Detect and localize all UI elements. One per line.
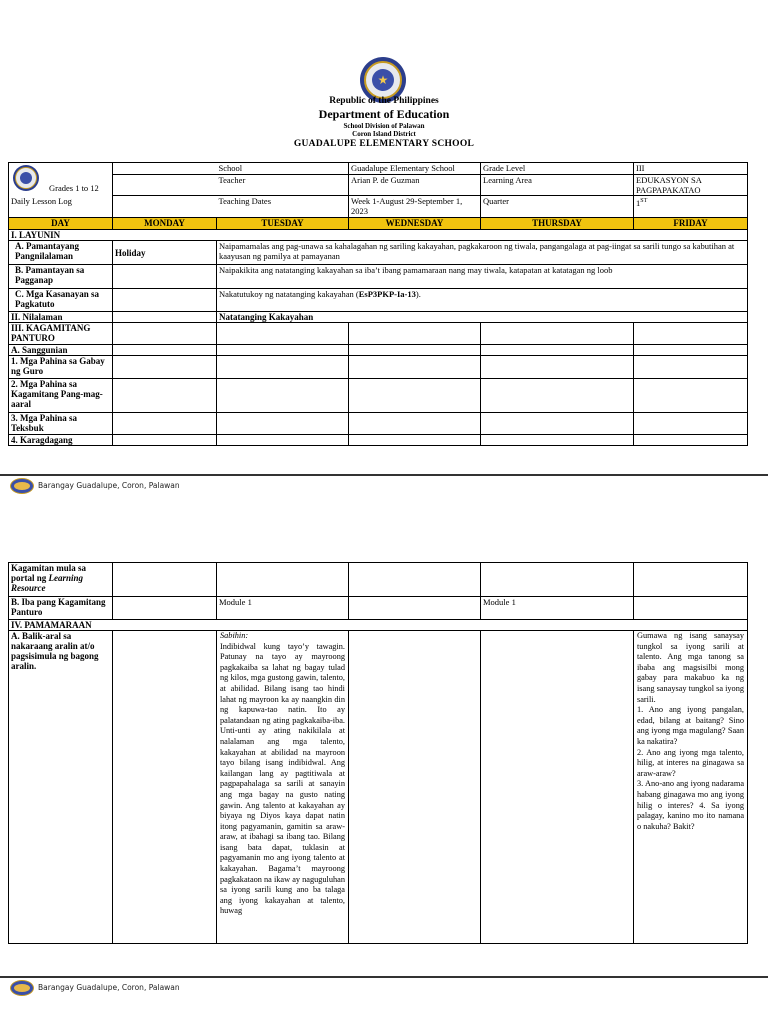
sanggunian-label: A. Sanggunian: [9, 345, 113, 356]
tuesday-header: TUESDAY: [217, 218, 349, 230]
grade-label: Grade Level: [481, 163, 634, 175]
thursday-header: THURSDAY: [481, 218, 634, 230]
friday-header: FRIDAY: [634, 218, 748, 230]
quarter-value: 1ST: [634, 196, 748, 218]
footer-divider-1: [0, 474, 768, 476]
pamantayan-sa-pagganap-label: B. Pamantayan sa Pagganap: [9, 265, 113, 289]
quarter-label: Quarter: [481, 196, 634, 218]
school-label: School: [217, 163, 349, 175]
header-republic: Republic of the Philippines: [329, 96, 439, 106]
friday-question-2: 2. Ano ang iyong mga talento, hilig, at interes na ginagawa sa araw-araw?: [637, 747, 744, 778]
teacher-value: Arian P. de Guzman: [349, 175, 481, 196]
tuesday-lesson-text: [217, 631, 349, 944]
kasanayan-label: C. Mga Kasanayan sa Pagkatuto: [9, 289, 113, 312]
friday-question-3: 3. Ano-ano ang iyong nadarama habang ginagawa mo ang iyong hilig o interes? 4. Sa iyong palagay, kanino mo ito namana o nakuha? Bakit?: [637, 779, 744, 831]
layunin-heading: I. LAYUNIN: [9, 230, 748, 241]
footer-seal-2: [10, 980, 34, 996]
footer-seal-1: [10, 478, 34, 494]
kasanayan-code: EsP3PKP-Ia-13: [358, 289, 416, 299]
module-thursday: Module 1: [481, 597, 634, 620]
module-tuesday: Module 1: [217, 597, 349, 620]
quarter-sup: ST: [640, 198, 648, 204]
iba-pang-kagamitan-label: B. Iba pang Kagamitang Panturo: [9, 597, 113, 620]
header-district: Coron Island District: [352, 130, 416, 138]
deped-seal: ★: [360, 57, 406, 103]
portal-label: Kagamitan mula sa portal ng Learning Resource: [9, 563, 113, 597]
day-header: DAY: [9, 218, 113, 230]
wednesday-header: WEDNESDAY: [349, 218, 481, 230]
area-value: EDUKASYON SA PAGPAPAKATAO: [634, 175, 748, 196]
grades-label: Grades 1 to 12: [49, 183, 99, 193]
kagamitang-panturo-label: III. KAGAMITANG PANTURO: [9, 323, 113, 345]
nilalaman-label: II. Nilalaman: [9, 312, 113, 323]
dll-table-page1: [8, 162, 748, 446]
kasanayan-text: Nakatutukoy ng natatanging kakayahan (EsP3PKP-Ia-13).: [217, 289, 748, 312]
deped-small-seal: [13, 165, 39, 191]
grade-value: III: [634, 163, 748, 175]
holiday-label: Holiday: [113, 241, 217, 265]
friday-intro: Gumawa ng isang sanaysay tungkol sa iyong sarili at talento. Ang mga tanong sa ibaba ang magsisilbi mong gabay para makabuo ka ng isang sanaysay tungkol sa iyong sarili.: [637, 631, 744, 704]
school-value: Guadalupe Elementary School: [349, 163, 481, 175]
pamamaraan-heading: IV. PAMAMARAAN: [9, 620, 748, 631]
dll-table-page2: [8, 562, 748, 944]
area-label: Learning Area: [481, 175, 634, 196]
monday-header: MONDAY: [113, 218, 217, 230]
nilalaman-value: Natatanging Kakayahan: [217, 312, 748, 323]
kagamitang-pang-mag-aaral-label: 2. Mga Pahina sa Kagamitang Pang-mag-aaral: [9, 379, 113, 413]
teacher-label: Teacher: [217, 175, 349, 196]
log-label: Daily Lesson Log: [11, 196, 72, 206]
dates-value: Week 1-August 29-September 1, 2023: [349, 196, 481, 218]
header-school: GUADALUPE ELEMENTARY SCHOOL: [293, 139, 475, 149]
pamantayang-pangnilalaman-text: Naipamamalas ang pag-unawa sa kahalagahan ng sariling kakayahan, pagkakaroon ng tiwala, pangangalaga at pag-iingat sa sarili tungo sa kabutihan at kaayusan ng pamilya at pamayanan: [217, 241, 748, 265]
gabay-ng-guro-label: 1. Mga Pahina sa Gabay ng Guro: [9, 356, 113, 379]
pamantayan-sa-pagganap-text: Naipakikita ang natatanging kakayahan sa iba’t ibang pamamaraan nang may tiwala, katapatan at katatagan ng loob: [217, 265, 748, 289]
info-logo-cell: [9, 163, 113, 218]
dates-label: Teaching Dates: [217, 196, 349, 218]
karagdagang-label: 4. Karagdagang: [9, 435, 113, 446]
sabihin-label: Sabihin:: [220, 631, 249, 640]
teksbuk-label: 3. Mga Pahina sa Teksbuk: [9, 413, 113, 435]
friday-lesson-text: [634, 631, 748, 944]
balik-aral-label: A. Balik-aral sa nakaraang aralin at/o pagsisimula ng bagong aralin.: [9, 631, 113, 944]
pamantayang-pangnilalaman-label: A. Pamantayang Pangnilalaman: [9, 241, 113, 265]
tuesday-paragraph: Indibidwal kung tayo’y tawagin. Patunay na tayo ay mayroong pagkakaiba sa lahat ng bagay tulad ng kilos, mga gustong gawin, talento, at abilidad. Bilang isang tao hindi lahat ng mayroon ka ay naangkin din ng kapuwa-tao natin. Ito ay palatandaan ng ating pagkakaiba-iba. Unti-unti ay ating nakikilala at nalalaman ang mga talento, kakayahan at abilidad na mayroon tayo bilang isang indibidwal. Ang kailangan lang ay pagtitiwala at pagpapahalaga sa sarili at sanayin ang mga bagay na gusto nating gawin. Ang talento at kakayahan ay biyaya ng Diyos kaya dapat natin itong pagyamanin, gamitin sa araw-araw, at ibahagi sa ibang tao. Bilang isang bata dapat, tuklasin at pagyamanin mo ang iyong talento at kakayahan. Bagama’t mayroong pagkakataon na ikaw ay naguguluhan sa iyong sarili kung ano ba talaga ang iyong kakayahan at talento, huwag: [220, 641, 345, 916]
portal-learning-resource: Learning Resource: [11, 573, 84, 593]
footer-divider-2: [0, 976, 768, 978]
friday-question-1: 1. Ano ang iyong pangalan, edad, bilang at baitang? Sino ang iyong mga magulang? Saan ka nakatira?: [637, 705, 744, 746]
header-department: Department of Education: [318, 107, 450, 121]
footer-address-1: Barangay Guadalupe, Coron, Palawan: [38, 481, 180, 490]
footer-address-2: Barangay Guadalupe, Coron, Palawan: [38, 983, 180, 992]
header-division: School Division of Palawan: [343, 122, 425, 130]
